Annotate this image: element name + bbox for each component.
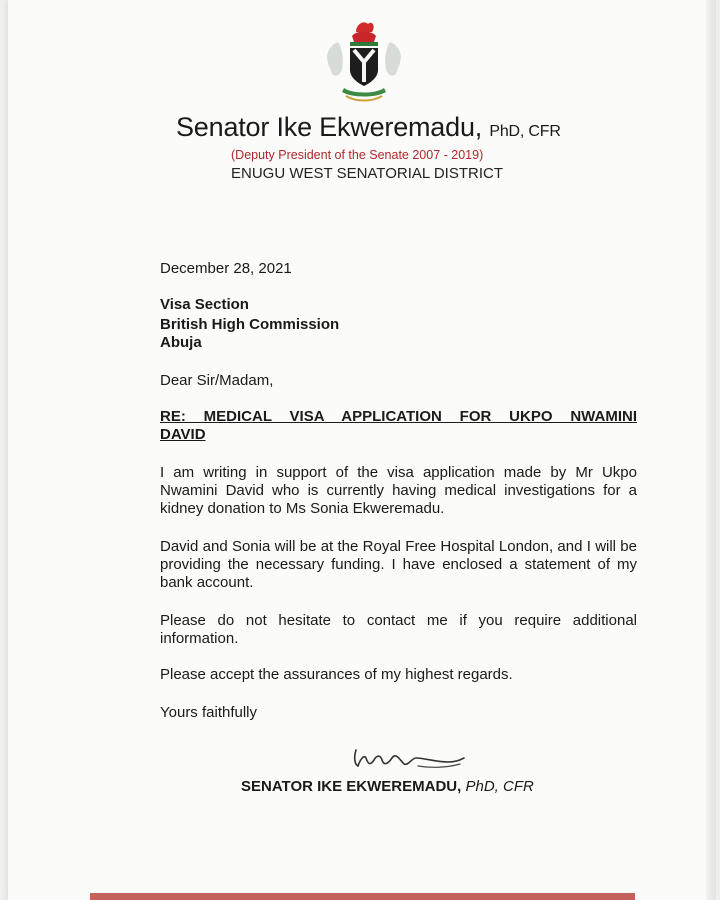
handwritten-signature bbox=[348, 736, 468, 776]
page-edge-shadow bbox=[706, 0, 716, 900]
letterhead-name bbox=[176, 112, 561, 143]
letterhead-role: (Deputy President of the Senate 2007 - 2019) bbox=[231, 148, 484, 162]
signatory-name bbox=[241, 778, 534, 795]
body-paragraph: Please accept the assurances of my highest regards. bbox=[160, 666, 513, 683]
address-line: Visa Section bbox=[160, 296, 249, 313]
bottom-edge-strip bbox=[90, 893, 635, 900]
closing: Yours faithfully bbox=[160, 704, 258, 721]
body-paragraph: I am writing in support of the visa application made by Mr Ukpo Nwamini David who is currently having medical investigations for a kidney donation to Ms Sonia Ekweremadu. bbox=[160, 464, 637, 517]
subject-line: RE: MEDICAL VISA APPLICATION FOR UKPO NWAMINI bbox=[160, 408, 637, 425]
letter-date: December 28, 2021 bbox=[160, 260, 292, 277]
address-line: Abuja bbox=[160, 334, 202, 351]
letterhead-name-suffix: PhD, CFR bbox=[489, 123, 561, 140]
coat-of-arms-icon bbox=[316, 18, 412, 106]
signatory-suffix: PhD, CFR bbox=[465, 778, 534, 795]
subject-line-continued: DAVID bbox=[160, 426, 206, 443]
body-paragraph: David and Sonia will be at the Royal Free Hospital London, and I will be providing the necessary funding. I have enclosed a statement of my bank account. bbox=[160, 538, 637, 591]
letterhead-district: ENUGU WEST SENATORIAL DISTRICT bbox=[231, 165, 503, 182]
address-line: British High Commission bbox=[160, 316, 340, 333]
salutation: Dear Sir/Madam, bbox=[160, 372, 274, 389]
letterhead-name-text: Senator Ike Ekweremadu, bbox=[176, 112, 483, 142]
signatory-name-text: SENATOR IKE EKWEREMADU, bbox=[241, 778, 462, 795]
body-paragraph: Please do not hesitate to contact me if you require additional information. bbox=[160, 612, 637, 647]
